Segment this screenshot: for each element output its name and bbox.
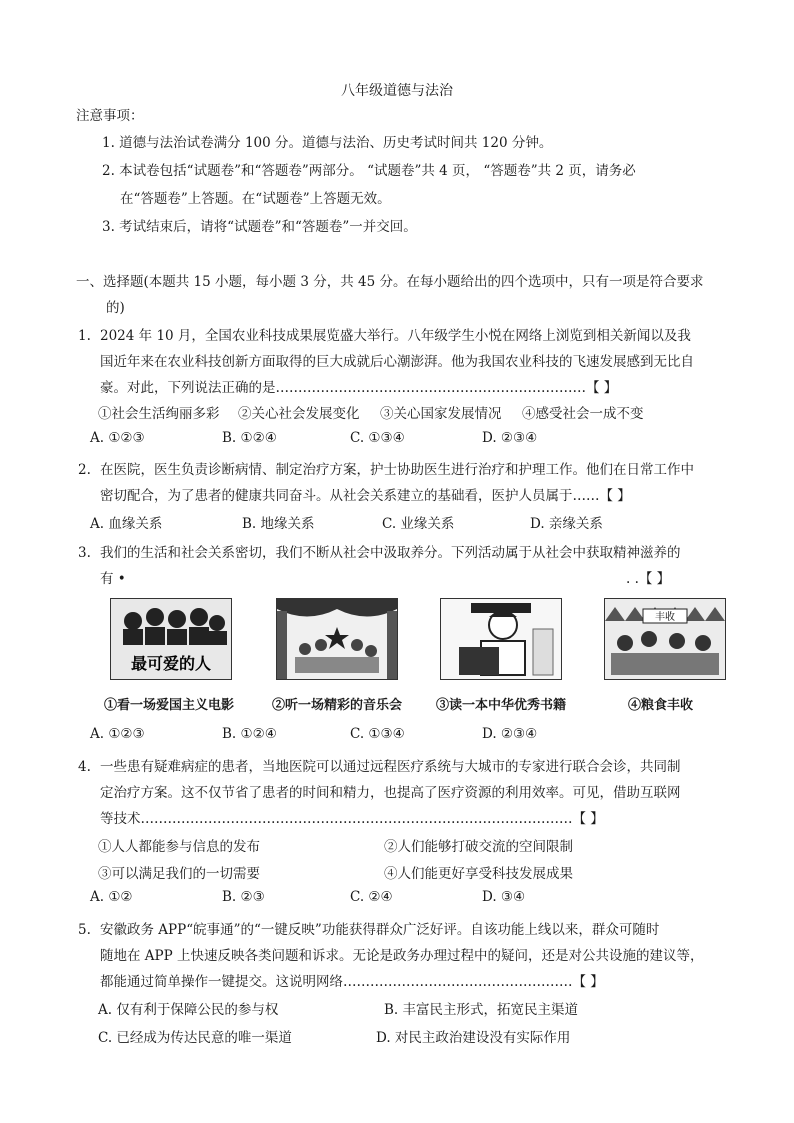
option-d[interactable]: D. ②③④: [482, 430, 538, 446]
statement: ③可以满足我们的一切需要: [98, 866, 260, 882]
option-c[interactable]: C. 业缘关系: [382, 516, 455, 532]
note-item-1: 1. 道德与法治试卷满分 100 分。道德与法治、历史考试时间共 120 分钟。: [102, 135, 553, 151]
question-1-statements: [98, 402, 738, 426]
question-number: 2.: [78, 462, 91, 478]
question-5: [78, 916, 728, 944]
question-4-line-3: 等技术……………………………………………………………………………………【 】: [100, 811, 604, 827]
question-1-options: [90, 430, 730, 454]
picture-caption: ③读一本中华优秀书籍: [436, 698, 567, 713]
question-text: 安徽政务 APP“皖事通”的“一键反映”功能获得群众广泛好评。自该功能上线以来，群众可随时: [100, 922, 660, 938]
note-item-2-cont: 在“答题卷”上答题。在“试题卷”上答题无效。: [120, 191, 391, 207]
option-c[interactable]: C. ①③④: [350, 430, 405, 446]
question-3-pictures: [100, 598, 740, 716]
question-text: 我们的生活和社会关系密切，我们不断从社会中汲取养分。下列活动属于从社会中获取精神滋养的: [100, 545, 681, 561]
statement: ②关心社会发展变化: [238, 406, 360, 422]
option-b[interactable]: B. 丰富民主形式，拓宽民主渠道: [384, 1002, 579, 1018]
note-item-2: 2. 本试卷包括“试题卷”和“答题卷”两部分。 “试题卷”共 4 页， “答题卷”共 2 页，请务必: [102, 163, 636, 179]
question-5-line-3: 都能通过简单操作一键提交。这说明网络……………………………………………【 】: [100, 974, 604, 990]
question-1-line-3: 豪。对此，下列说法正确的是……………………………………………………………【 】: [100, 380, 618, 396]
notes-header: 注意事项：: [76, 108, 144, 124]
option-a[interactable]: A. 血缘关系: [90, 516, 163, 532]
question-1: [78, 322, 728, 350]
question-number: 3.: [78, 545, 91, 561]
question-3-line-2: [78, 565, 750, 593]
question-number: 4.: [78, 759, 91, 775]
question-text: 一些患有疑难病症的患者，当地医院可以通过远程医疗系统与大城市的专家进行联合会诊，共同制: [100, 759, 681, 775]
note-item-3: 3. 考试结束后，请将“试题卷”和“答题卷”一并交回。: [102, 219, 417, 235]
statement: ④人们能更好享受科技发展成果: [384, 866, 573, 882]
answer-bracket: . .【 】: [626, 571, 671, 587]
question-2-options: [90, 512, 730, 536]
option-b[interactable]: B. ②③: [222, 889, 265, 905]
picture-text: 丰收: [655, 612, 675, 623]
option-a[interactable]: A. ①②: [90, 889, 133, 905]
question-5-line-2: 随地在 APP 上快速反映各类问题和诉求。无论是政务办理过程中的疑问，还是对公共设施的建议等，: [100, 948, 704, 964]
option-b[interactable]: B. ①②④: [222, 430, 277, 446]
question-1-line-2: 国近年来在农业科技创新方面取得的巨大成就后心潮澎湃。他为我国农业科技的飞速发展感到无比自: [100, 354, 694, 370]
statement: ②人们能够打破交流的空间限制: [384, 839, 573, 855]
question-4-options: [90, 889, 730, 913]
question-3: [78, 539, 728, 567]
question-text: 在医院，医生负责诊断病情、制定治疗方案，护士协助医生进行治疗和护理工作。他们在日常工作中: [100, 462, 694, 478]
option-a[interactable]: A. ①②③: [90, 726, 145, 742]
question-number: 1.: [78, 328, 91, 344]
question-4-statements-2: [98, 862, 738, 886]
option-a[interactable]: A. ①②③: [90, 430, 145, 446]
question-3-options: [90, 726, 730, 750]
option-c[interactable]: C. 已经成为传达民意的唯一渠道: [98, 1030, 292, 1046]
question-2: [78, 456, 728, 484]
option-a[interactable]: A. 仅有利于保障公民的参与权: [98, 1002, 279, 1018]
reading-illustration: [440, 598, 562, 680]
option-b[interactable]: B. 地缘关系: [242, 516, 315, 532]
option-d[interactable]: D. ②③④: [482, 726, 538, 742]
concert-illustration: [276, 598, 398, 680]
option-d[interactable]: D. 对民主政治建设没有实际作用: [376, 1030, 571, 1046]
question-text: 2024 年 10 月，全国农业科技成果展览盛大举行。八年级学生小悦在网络上浏览到相关新闻以及我: [100, 328, 691, 344]
picture-text: 最可爱的人: [130, 654, 212, 673]
movie-illustration: [110, 598, 232, 680]
option-c[interactable]: C. ②④: [350, 889, 393, 905]
page-title: 八年级道德与法治: [341, 83, 453, 99]
question-2-line-2: 密切配合，为了患者的健康共同奋斗。从社会关系建立的基础看，医护人员属于……【 】: [100, 488, 631, 504]
question-number: 5.: [78, 922, 91, 938]
statement: ④感受社会一成不变: [522, 406, 644, 422]
question-4-statements: [98, 835, 738, 859]
section-heading-cont: 的): [106, 300, 125, 316]
question-5-options-2: [98, 1026, 738, 1050]
picture-caption: ②听一场精彩的音乐会: [272, 698, 403, 713]
section-heading: 一、选择题(本题共 15 小题，每小题 3 分，共 45 分。在每小题给出的四个选项中，只有一项是符合要求: [76, 274, 704, 290]
picture-caption: ④粮食丰收: [628, 698, 694, 713]
question-text: 有 •: [100, 571, 126, 587]
question-4-line-2: 定治疗方案。这不仅节省了患者的时间和精力，也提高了医疗资源的利用效率。可见，借助互联网: [100, 785, 681, 801]
question-5-options: [98, 998, 738, 1022]
picture-caption: ①看一场爱国主义电影: [104, 698, 235, 713]
statement: ①人人都能参与信息的发布: [98, 839, 260, 855]
option-d[interactable]: D. ③④: [482, 889, 526, 905]
statement: ③关心国家发展情况: [380, 406, 502, 422]
option-c[interactable]: C. ①③④: [350, 726, 405, 742]
option-d[interactable]: D. 亲缘关系: [530, 516, 603, 532]
harvest-illustration: [604, 598, 726, 680]
option-b[interactable]: B. ①②④: [222, 726, 277, 742]
question-4: [78, 753, 728, 781]
statement: ①社会生活绚丽多彩: [98, 406, 220, 422]
